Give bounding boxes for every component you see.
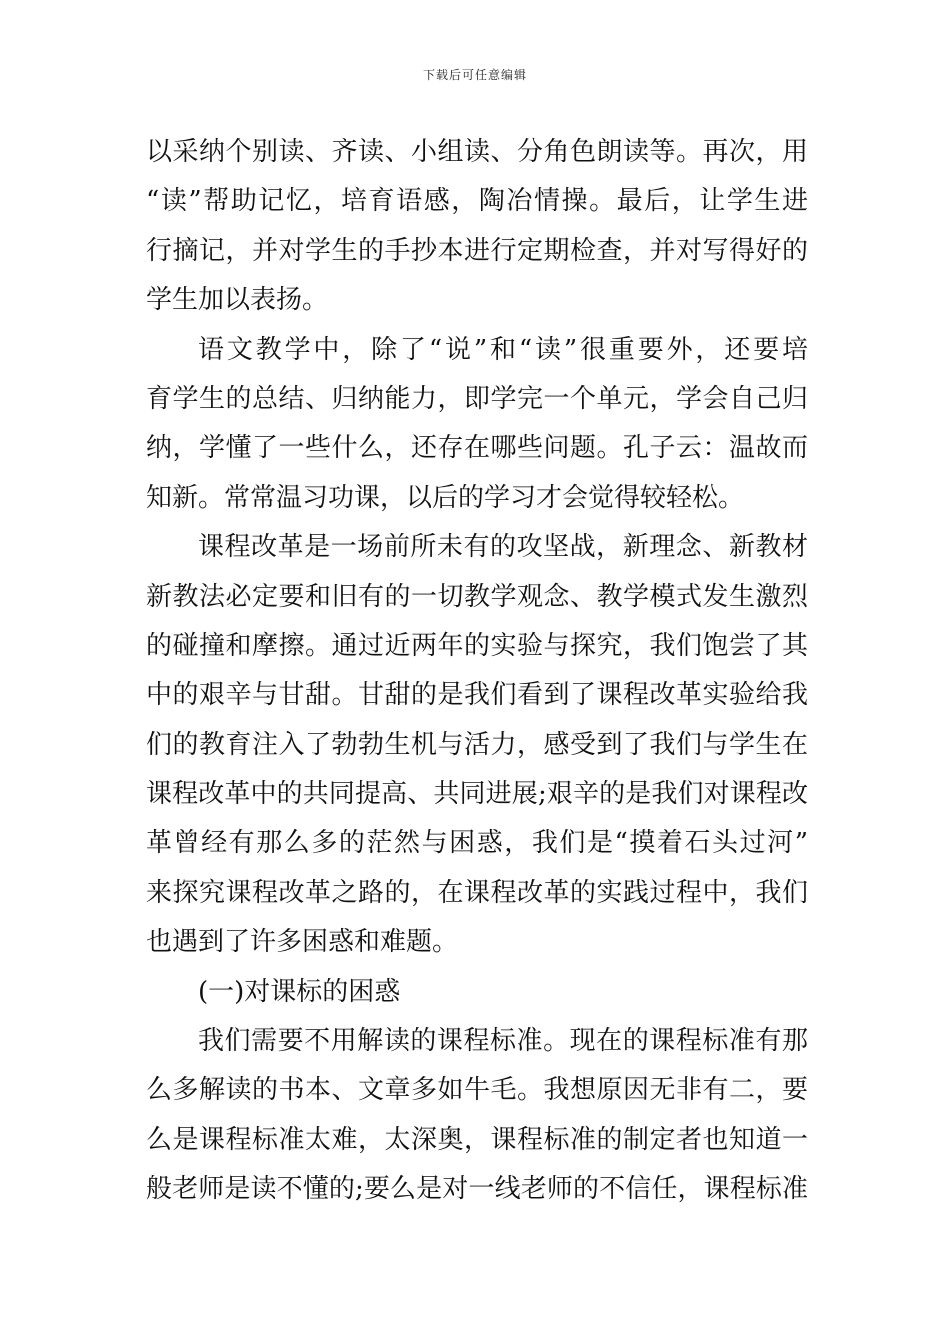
text-line: 的碰撞和摩擦。通过近两年的实验与探究，我们饱尝了其	[146, 630, 808, 661]
text-line: 来探究课程改革之路的，在课程改革的实践过程中，我们	[146, 877, 808, 908]
text-line: 们的教育注入了勃勃生机与活力，感受到了我们与学生在	[146, 729, 808, 760]
text-line: 学生加以表扬。	[146, 285, 329, 316]
text-line: 中的艰辛与甘甜。甘甜的是我们看到了课程改革实验给我	[146, 680, 808, 711]
text-line: 育学生的总结、归纳能力，即学完一个单元，学会自己归	[146, 383, 808, 414]
text-line: 么是课程标准太难，太深奥，课程标准的制定者也知道一	[146, 1124, 808, 1155]
text-line: 以采纳个别读、齐读、小组读、分角色朗读等。再次，用	[146, 137, 808, 167]
text-line: 也遇到了许多困惑和难题。	[146, 927, 459, 958]
text-line: 么多解读的书本、文章多如牛毛。我想原因无非有二，要	[146, 1075, 808, 1106]
text-line: 我们需要不用解读的课程标准。现在的课程标准有那	[198, 1026, 808, 1057]
text-line: 般老师是读不懂的;要么是对一线老师的不信任，课程标准	[146, 1174, 808, 1205]
text-line: 课程改革中的共同提高、共同进展;艰辛的是我们对课程改	[146, 779, 808, 810]
text-line: 知新。常常温习功课，以后的学习才会觉得较轻松。	[146, 482, 745, 513]
page-header-note: 下载后可任意编辑	[422, 68, 527, 82]
text-line: 新教法必定要和旧有的一切教学观念、教学模式发生激烈	[146, 581, 808, 612]
text-line: 行摘记，并对学生的手抄本进行定期检查，并对写得好的	[146, 235, 808, 266]
text-line: 革曾经有那么多的茫然与困惑，我们是“摸着石头过河”	[146, 828, 808, 859]
text-line: 语文教学中，除了“说”和“读”很重要外，还要培	[198, 334, 808, 365]
section-heading: (一)对课标的困惑	[198, 976, 401, 1007]
text-line: 课程改革是一场前所未有的攻坚战，新理念、新教材	[198, 532, 808, 563]
text-line: 纳，学懂了一些什么，还存在哪些问题。孔子云：温故而	[146, 433, 808, 464]
document-body	[146, 128, 808, 1215]
text-line: “读”帮助记忆，培育语感，陶冶情操。最后，让学生进	[146, 186, 808, 217]
